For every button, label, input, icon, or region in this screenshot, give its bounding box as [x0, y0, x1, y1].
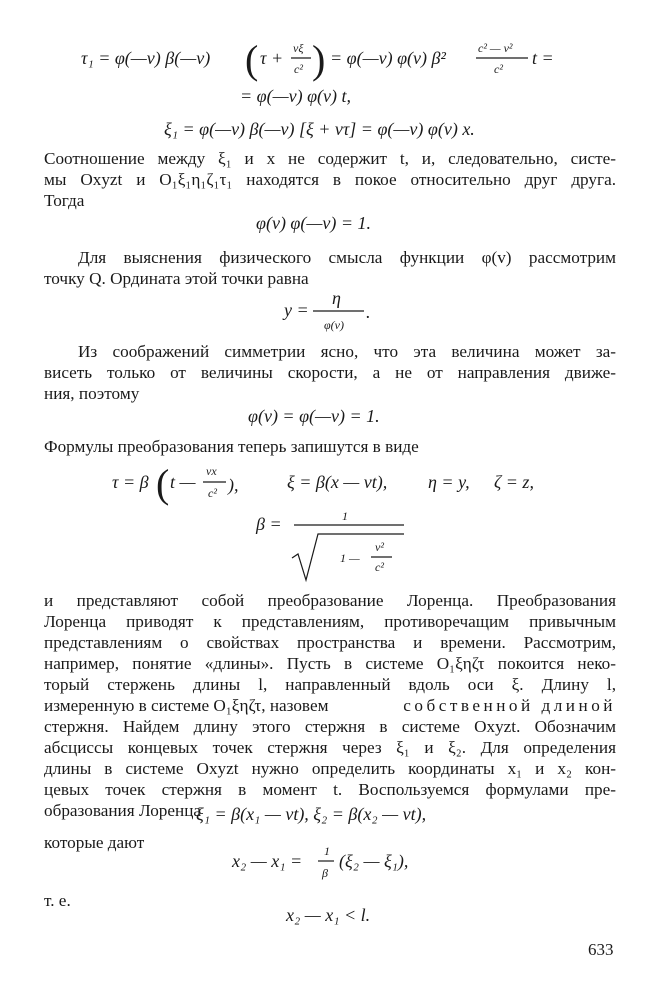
- eq-diff-den: β: [322, 866, 328, 880]
- eq-diff-lhs: x₂ — x₁ =: [232, 851, 303, 871]
- eq-lorentz-tau-t: t —: [170, 472, 196, 492]
- text-line: висеть только от величины скорости, а не от направления движе-: [44, 363, 616, 382]
- eq-xi12: ξ₁ = β(x₁ — vt), ξ₂ = β(x₂ — vt),: [196, 804, 427, 824]
- text-line: Из соображений симметрии ясно, что эта величина может за-: [78, 342, 616, 361]
- eq-tau1-part3: t =: [532, 48, 554, 68]
- text-line: точку Q. Ордината этой точки равна: [44, 269, 309, 288]
- text-line: т. е.: [44, 891, 71, 910]
- text-line: образования Лоренца: [44, 801, 202, 820]
- text-line: например, понятие «длины». Пусть в системе O₁ξηζτ покоится неко-: [44, 654, 616, 673]
- eq-lorentz-tau-paren-open: (: [156, 461, 170, 506]
- eq-beta-num: 1: [342, 509, 348, 523]
- eq-lorentz-zeta: ζ = z,: [494, 472, 534, 492]
- eq-tau1-frac-num: vξ: [293, 41, 304, 55]
- text-line: Для выяснения физического смысла функции φ(v) рассмотрим: [78, 248, 616, 267]
- eq-ineq: x₂ — x₁ < l.: [286, 905, 371, 925]
- eq-diff-num: 1: [324, 844, 330, 858]
- eq-beta-inner-one: 1 —: [340, 551, 360, 565]
- text-line: Лоренца приводят к представлениям, противоречащим привычным: [44, 612, 616, 631]
- text-line: торый стержень длины l, направленный вдоль оси ξ. Длину l,: [44, 675, 616, 694]
- eq-y-lhs: y =: [284, 300, 309, 320]
- eq-tau1-line2: = φ(—v) φ(v) t,: [240, 86, 352, 106]
- emphasized-term: собственной длиной: [403, 696, 616, 715]
- eq-lorentz-xi: ξ = β(x — vt),: [287, 472, 388, 492]
- eq-y-dot: .: [366, 302, 371, 322]
- text-line: Соотношение между ξ₁ и x не содержит t, и, следовательно, систе-: [44, 149, 616, 168]
- eq-tau1-frac2-den: c²: [494, 62, 503, 76]
- eq-tau1-frac2-num: c² — v²: [478, 41, 513, 55]
- eq-y-num: η: [332, 288, 341, 308]
- eq-lorentz-tau-num: vx: [206, 464, 217, 478]
- text-line: цевых точек стержня в момент t. Воспользуемся формулами пре-: [44, 780, 616, 799]
- text-segment: измеренную в системе O₁ξηζτ, назовем: [44, 696, 329, 715]
- text-line: и представляют собой преобразование Лоренца. Преобразования: [44, 591, 616, 610]
- text-line: Формулы преобразования теперь запишутся в виде: [44, 437, 419, 456]
- eq-tau1-tau-plus: τ +: [260, 48, 284, 68]
- eq-tau1-frac-den: c²: [294, 62, 303, 76]
- eq-beta-lhs: β =: [256, 514, 282, 534]
- text-line: абсциссы концевых точек стержня через ξ₁ и ξ₂. Для определения: [44, 738, 616, 757]
- text-line: представлениям о свойствах пространства и времени. Рассмотрим,: [44, 633, 616, 652]
- eq-phi-product: φ(v) φ(—v) = 1.: [256, 213, 372, 233]
- eq-lorentz-eta: η = y,: [428, 472, 470, 492]
- text-line: стержня. Найдем длину этого стержня в системе Oxyzt. Обозначим: [44, 717, 616, 736]
- eq-tau1-part1: τ₁ = φ(—v) β(—v): [81, 48, 211, 68]
- eq-lorentz-tau-lhs: τ = β: [112, 472, 149, 492]
- eq-tau1-paren-open: (: [245, 37, 259, 82]
- eq-lorentz-tau-close: ),: [228, 475, 239, 495]
- text-line: ния, поэтому: [44, 384, 140, 403]
- text-line: длины в системе Oxyzt нужно определить координаты x₁ и x₂ кон-: [44, 759, 616, 778]
- eq-diff-rhs: (ξ₂ — ξ₁),: [339, 851, 409, 871]
- eq-xi1: ξ₁ = φ(—v) β(—v) [ξ + vτ] = φ(—v) φ(v) x.: [164, 119, 475, 139]
- text-line: мы Oxyzt и O₁ξ₁η₁ζ₁τ₁ находятся в покое относительно друг друга.: [44, 170, 616, 189]
- text-line: которые дают: [44, 833, 145, 852]
- eq-tau1-paren-close: ): [312, 37, 326, 82]
- eq-lorentz-tau-den: c²: [208, 486, 217, 500]
- eq-tau1-part2: = φ(—v) φ(v) β²: [330, 48, 446, 68]
- text-line: [44, 695, 616, 716]
- eq-phi-symmetry: φ(v) = φ(—v) = 1.: [248, 406, 380, 426]
- eq-y-den: φ(v): [324, 318, 344, 332]
- text-line: Тогда: [44, 191, 85, 210]
- page-number: 633: [588, 940, 614, 959]
- eq-beta-inner-den: c²: [375, 560, 384, 574]
- eq-beta-inner-num: v²: [375, 540, 384, 554]
